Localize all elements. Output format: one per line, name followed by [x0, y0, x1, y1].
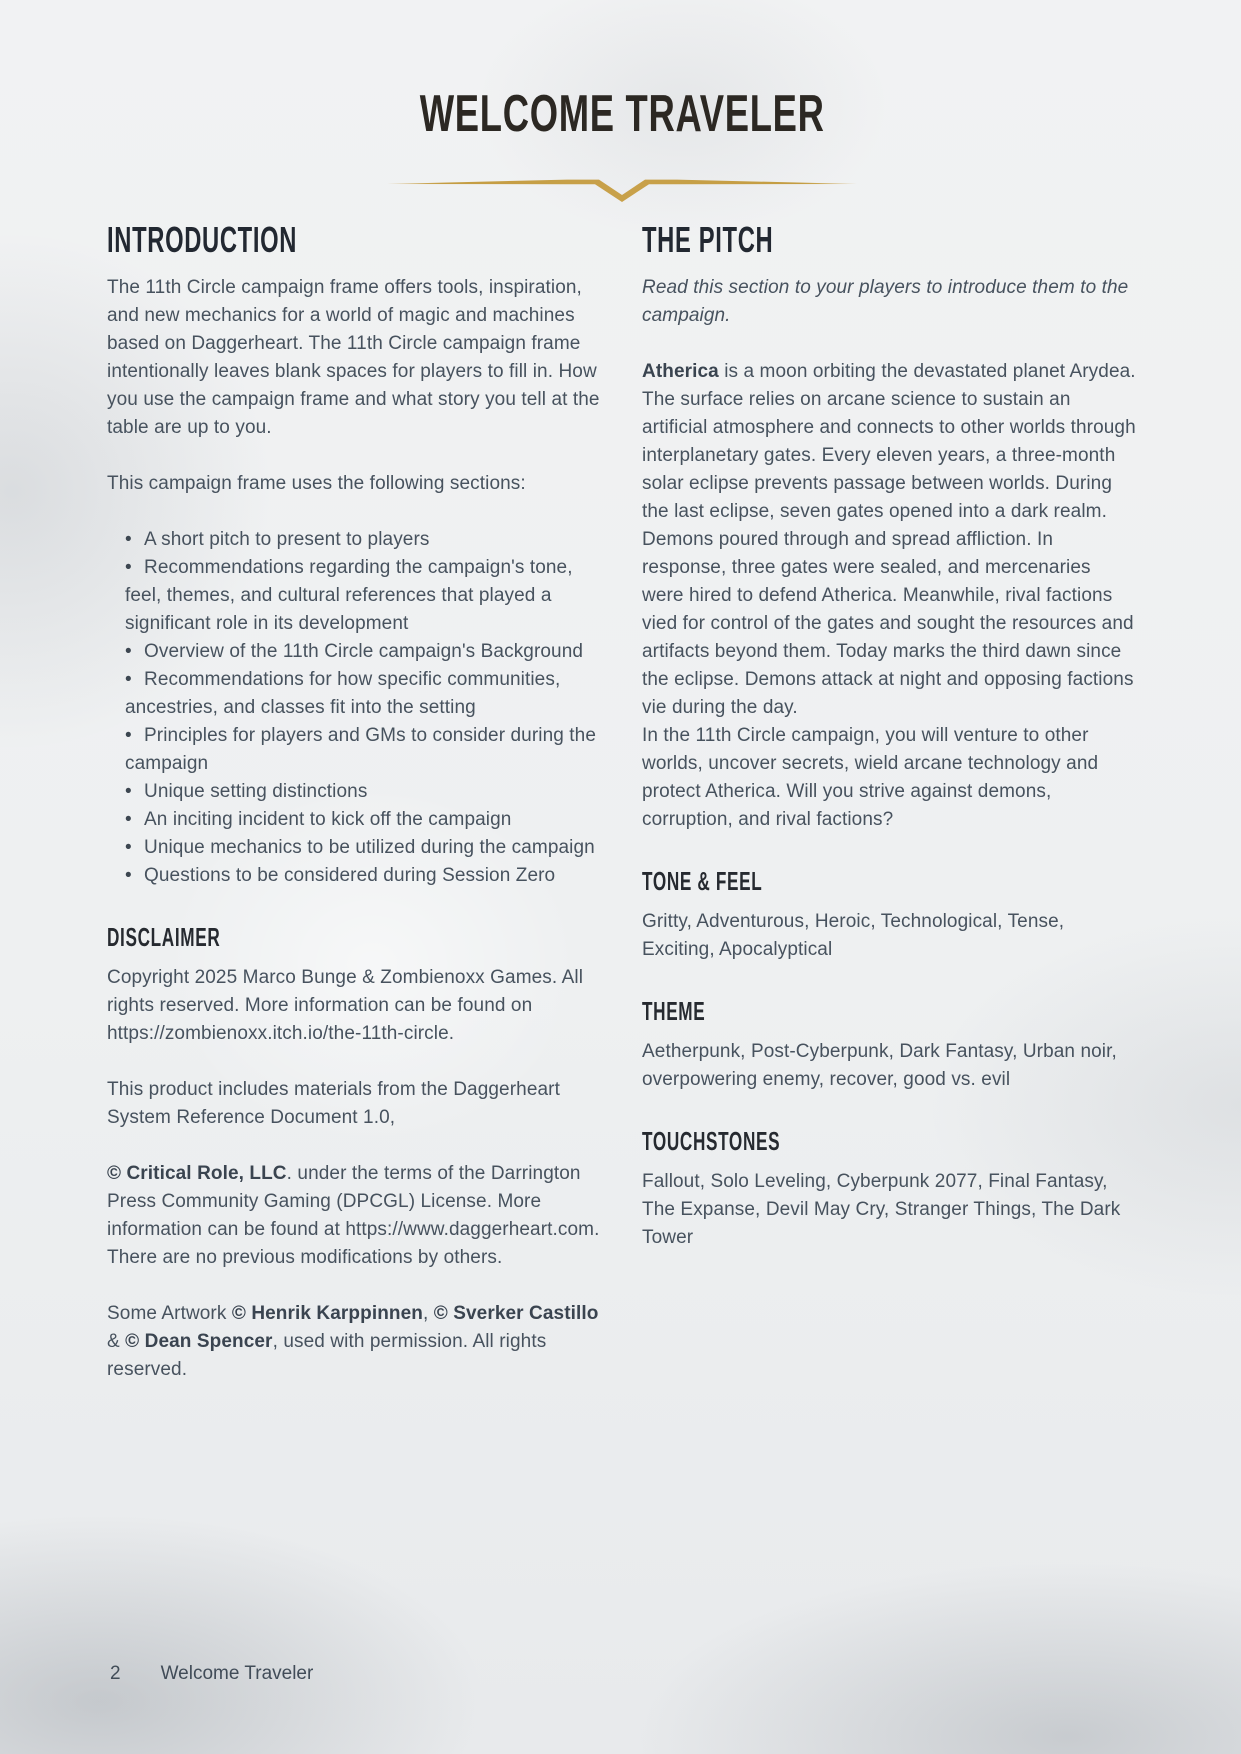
sections-bullet-list	[107, 526, 602, 890]
disclaimer-license-paragraph: © Critical Role, LLC. under the terms of the Darrington Press Community Gaming (DPCGL) License. More information can be found at https://www.daggerheart.com. There are no previous modifications by others.	[107, 1163, 600, 1268]
list-item: • Overview of the 11th Circle campaign's Background	[125, 638, 602, 666]
artist-credit: © Sverker Castillo	[433, 1303, 599, 1324]
atherica-name: Atherica	[642, 361, 719, 382]
left-column	[107, 219, 602, 1412]
list-item: • Unique mechanics to be utilized during the campaign	[125, 834, 602, 862]
touchstones-body: Fallout, Solo Leveling, Cyberpunk 2077, Final Fantasy, The Expanse, Devil May Cry, Stranger Things, The Dark Tower	[642, 1171, 1121, 1248]
disclaimer-materials-paragraph: This product includes materials from the Daggerheart System Reference Document 1.0,	[107, 1079, 560, 1128]
artist-credit: © Henrik Karppinnen	[231, 1303, 423, 1324]
gold-divider-chevron-icon	[387, 174, 857, 206]
page-footer	[110, 1660, 313, 1688]
list-item: • Recommendations regarding the campaign's tone, feel, themes, and cultural references that played a significant role in its development	[125, 554, 602, 638]
touchstones-heading: TOUCHSTONES	[642, 1126, 781, 1156]
page-content	[107, 85, 1137, 1412]
critical-role-credit: © Critical Role, LLC	[107, 1163, 287, 1184]
list-item: • Recommendations for how specific communities, ancestries, and classes fit into the setting	[125, 666, 602, 722]
artist-credit: © Dean Spencer	[125, 1331, 273, 1352]
list-item: • Principles for players and GMs to consider during the campaign	[125, 722, 602, 778]
footer-section-label: Welcome Traveler	[160, 1663, 314, 1684]
tone-feel-heading: TONE & FEEL	[642, 866, 763, 896]
theme-heading: THEME	[642, 996, 706, 1026]
right-column	[642, 219, 1137, 1412]
disclaimer-copyright-paragraph: Copyright 2025 Marco Bunge & Zombienoxx Games. All rights reserved. More information can be found on https://zombienoxx.itch.io/the-11th-circle.	[107, 967, 584, 1044]
list-item: • An inciting incident to kick off the campaign	[125, 806, 602, 834]
page-title: WELCOME TRAVELER	[419, 85, 825, 143]
pitch-read-aloud-note: Read this section to your players to introduce them to the campaign.	[642, 277, 1129, 326]
footer-page-number: 2	[110, 1663, 121, 1684]
list-item: • Questions to be considered during Session Zero	[125, 862, 602, 890]
list-item: • Unique setting distinctions	[125, 778, 602, 806]
two-column-layout	[107, 219, 1137, 1412]
introduction-paragraph-2: This campaign frame uses the following sections:	[107, 473, 526, 494]
introduction-heading: INTRODUCTION	[107, 219, 298, 260]
disclaimer-artwork-paragraph: Some Artwork © Henrik Karppinnen, © Sverker Castillo & © Dean Spencer, used with permission. All rights reserved.	[107, 1303, 599, 1380]
disclaimer-heading: DISCLAIMER	[107, 922, 221, 952]
list-item: • A short pitch to present to players	[125, 526, 602, 554]
introduction-paragraph-1: The 11th Circle campaign frame offers tools, inspiration, and new mechanics for a world of magic and machines based on Daggerheart. The 11th Circle campaign frame intentionally leaves blank spaces for players to fill in. How you use the campaign frame and what story you tell at the table are up to you.	[107, 277, 600, 438]
pitch-body-paragraph: Atherica is a moon orbiting the devastated planet Arydea. The surface relies on arcane science to sustain an artificial atmosphere and connects to other worlds through interplanetary gates. Every eleven years, a three-month solar eclipse prevents passage between worlds. During the last eclipse, seven gates opened into a dark realm. Demons poured through and spread affliction. In response, three gates were sealed, and mercenaries were hired to defend Atherica. Meanwhile, rival factions vied for control of the gates and sought the resources and artifacts beyond them. Today marks the third dawn since the eclipse. Demons attack at night and opposing factions vie during the day. In the 11th Circle campaign, you will venture to other worlds, uncover secrets, wield arcane technology and protect Atherica. Will you strive against demons, corruption, and rival factions?	[642, 361, 1136, 830]
tone-feel-body: Gritty, Adventurous, Heroic, Technological, Tense, Exciting, Apocalyptical	[642, 911, 1065, 960]
theme-body: Aetherpunk, Post-Cyberpunk, Dark Fantasy, Urban noir, overpowering enemy, recover, good vs. evil	[642, 1041, 1117, 1090]
pitch-heading: THE PITCH	[642, 219, 774, 260]
